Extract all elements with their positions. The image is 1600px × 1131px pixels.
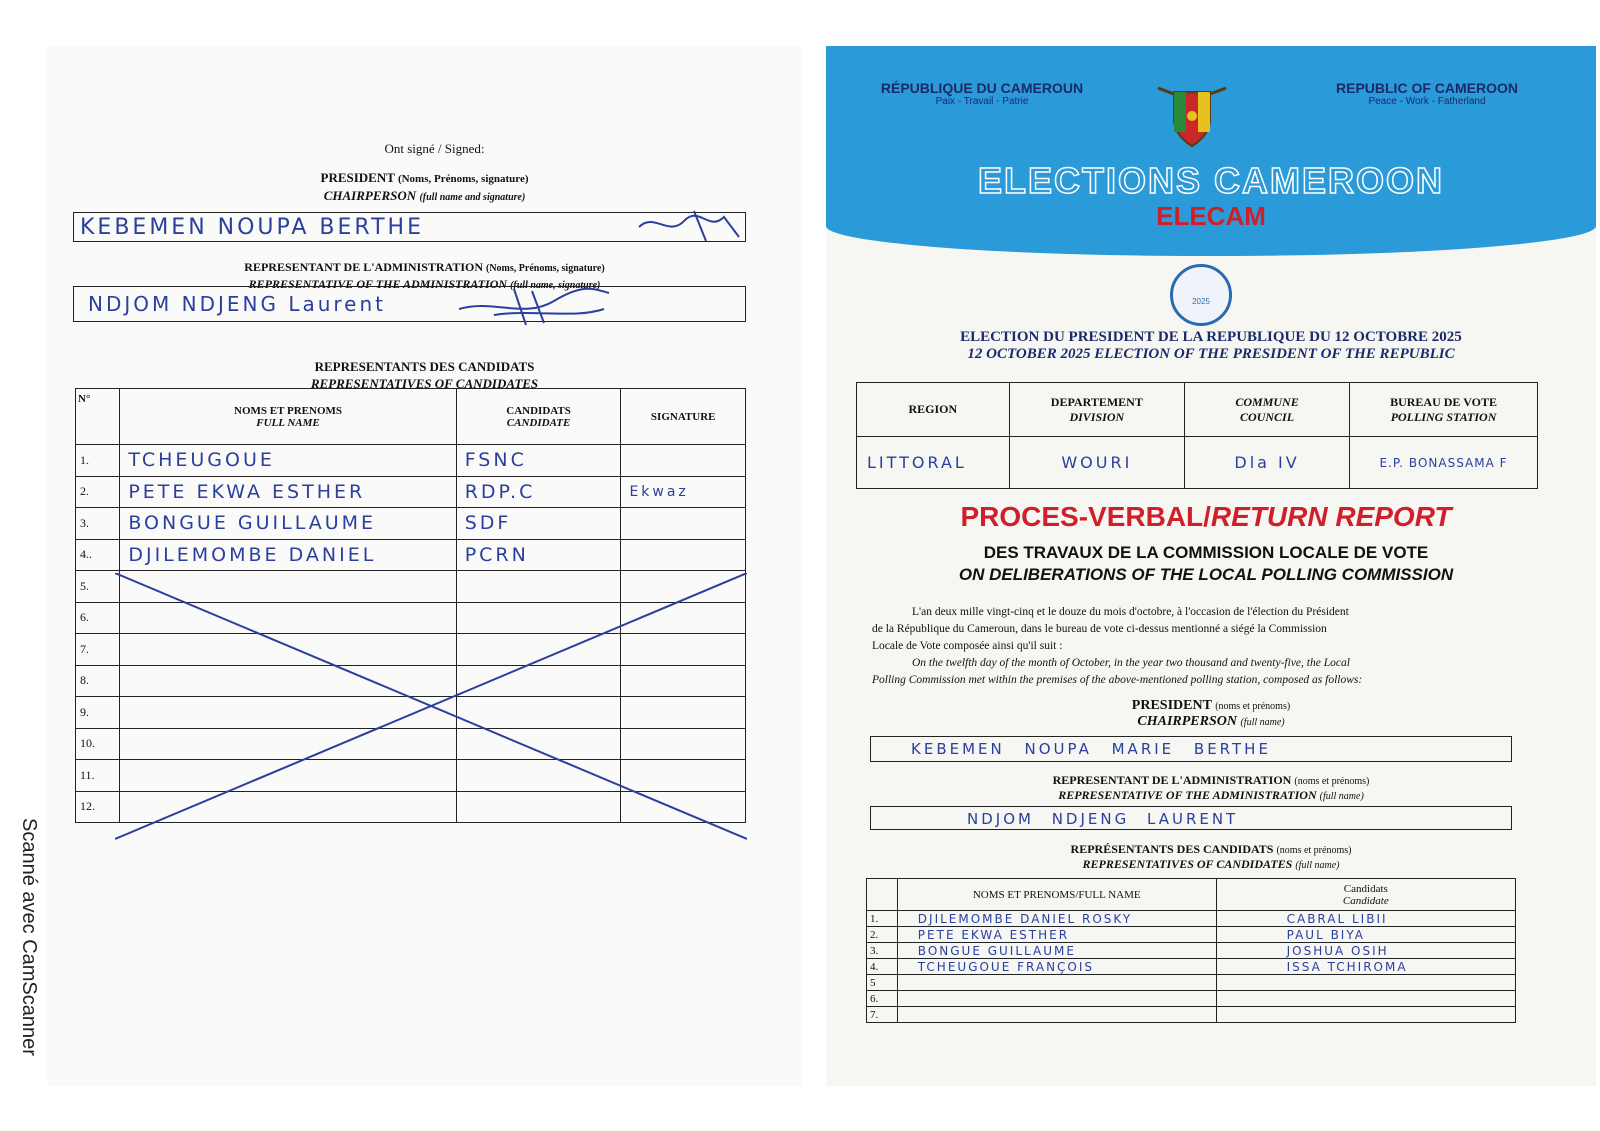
row-signature xyxy=(621,508,746,540)
report-subtitle-en: ON DELIBERATIONS OF THE LOCAL POLLING COMMISSION xyxy=(958,565,1454,584)
table-row xyxy=(867,943,1516,959)
rep-row-candidate: ISSA TCHIROMA xyxy=(1216,959,1515,975)
row-party: RDP.C xyxy=(456,476,621,508)
rep-row-name: BONGUE GUILLAUME xyxy=(897,943,1216,959)
row-name: BONGUE GUILLAUME xyxy=(120,508,456,540)
right-candidates-note-en: (full name) xyxy=(1295,860,1340,871)
loc-head-bureau xyxy=(1350,383,1538,437)
col-no: N° xyxy=(76,389,120,445)
loc-commune: Dla IV xyxy=(1185,437,1350,489)
admin-name: NDJOM NDJENG Laurent xyxy=(88,292,387,316)
seal-year: 2025 xyxy=(1192,297,1210,306)
table-row xyxy=(76,476,746,508)
table-row xyxy=(867,911,1516,927)
banner-title: ELECTIONS CAMEROON xyxy=(977,160,1444,201)
right-candidates-title-en: REPRESENTATIVES OF CANDIDATES xyxy=(1082,857,1293,871)
right-admin-note: (noms et prénoms) xyxy=(1294,776,1370,787)
republic-fr xyxy=(872,80,1092,107)
rep-row-number: 1. xyxy=(867,911,898,927)
loc-head-department xyxy=(1009,383,1184,437)
table-row xyxy=(76,508,746,540)
row-number: 1. xyxy=(76,445,120,477)
scanner-watermark: Scanné avec CamScanner xyxy=(18,818,40,1056)
election-title-fr: ELECTION DU PRESIDENT DE LA REPUBLIQUE DU 12 OCTOBRE 2025 xyxy=(960,329,1462,345)
country-en: REPUBLIC OF CAMEROON xyxy=(1336,80,1518,96)
rep-row-number: 2. xyxy=(867,927,898,943)
right-admin-note-en: (full name) xyxy=(1319,791,1364,802)
row-number: 10. xyxy=(76,728,120,760)
report-title-fr: PROCES-VERBAL/ xyxy=(960,501,1211,532)
row-number: 8. xyxy=(76,665,120,697)
row-number: 7. xyxy=(76,634,120,666)
table-row xyxy=(867,959,1516,975)
right-rep-rows xyxy=(867,911,1516,1023)
row-party: SDF xyxy=(456,508,621,540)
row-number: 2. xyxy=(76,476,120,508)
col-candidate-en: CANDIDATE xyxy=(506,416,571,429)
right-chairperson-note: (full name) xyxy=(1240,717,1285,728)
row-name: PETE EKWA ESTHER xyxy=(120,476,456,508)
table-row xyxy=(76,539,746,571)
loc-head-commune xyxy=(1185,383,1350,437)
row-number: 6. xyxy=(76,602,120,634)
rep-row-candidate: JOSHUA OSIH xyxy=(1216,943,1515,959)
intro-fr-1: L'an deux mille vingt-cinq et le douze du mois d'octobre, à l'occasion de l'élection du Président xyxy=(912,606,1349,618)
row-number: 3. xyxy=(76,508,120,540)
candidates-title: REPRESENTANTS DES CANDIDATS xyxy=(314,359,535,374)
elecam-seal-icon xyxy=(1170,264,1232,326)
loc-bureau: E.P. BONASSAMA F xyxy=(1350,437,1538,489)
right-admin-title-en: REPRESENTATIVE OF THE ADMINISTRATION xyxy=(1058,788,1317,802)
admin-note-en: (full name, signature) xyxy=(510,280,601,291)
admin-signature xyxy=(454,279,614,331)
row-number: 12. xyxy=(76,791,120,823)
right-page xyxy=(826,46,1596,1086)
banner-subtitle: ELECAM xyxy=(1156,201,1266,231)
candidates-title-en: REPRESENTATIVES OF CANDIDATES xyxy=(310,376,539,391)
rep-row-number: 6. xyxy=(867,991,898,1007)
rep-col-candidate-fr: Candidats xyxy=(1343,882,1388,895)
row-signature xyxy=(621,539,746,571)
president-name: KEBEMEN NOUPA BERTHE xyxy=(80,215,424,240)
rep-row-name: PETE EKWA ESTHER xyxy=(897,927,1216,943)
admin-title: REPRESENTANT DE L'ADMINISTRATION xyxy=(244,260,483,274)
intro-en-1: On the twelfth day of the month of October, in the year two thousand and twenty-five, the Local xyxy=(912,657,1350,669)
right-chairperson-title: CHAIRPERSON xyxy=(1137,714,1237,729)
table-row xyxy=(867,1007,1516,1023)
loc-head-bureau-en: POLLING STATION xyxy=(1390,409,1497,424)
admin-note: (Noms, Prénoms, signature) xyxy=(486,263,605,274)
col-name-fr: NOMS ET PRENOMS xyxy=(234,404,343,417)
president-note: (Noms, Prénoms, signature) xyxy=(397,173,529,185)
right-president-box xyxy=(870,736,1512,762)
right-candidates-note: (noms et prénoms) xyxy=(1276,845,1352,856)
row-party: FSNC xyxy=(456,445,621,477)
election-title-en: 12 OCTOBER 2025 ELECTION OF THE PRESIDENT OF THE REPUBLIC xyxy=(967,346,1455,362)
right-admin-heading xyxy=(826,773,1596,803)
right-rep-table xyxy=(866,878,1516,1023)
report-subtitle xyxy=(846,543,1566,585)
chairperson-note: (full name and signature) xyxy=(419,192,526,203)
row-number: 5. xyxy=(76,571,120,603)
rep-row-candidate: CABRAL LIBII xyxy=(1216,911,1515,927)
rep-row-name xyxy=(897,1007,1216,1023)
right-admin-name: NDJOM NDJENG LAURENT xyxy=(967,810,1239,828)
right-candidates-heading xyxy=(826,842,1596,872)
country-fr: RÉPUBLIQUE DU CAMEROUN xyxy=(880,80,1084,96)
president-signature xyxy=(634,207,744,243)
motto-fr: Paix - Travail - Patrie xyxy=(935,96,1029,107)
signed-heading-text: Ont signé / Signed: xyxy=(384,141,485,156)
report-title xyxy=(846,501,1566,533)
right-president-note: (noms et prénoms) xyxy=(1215,701,1291,712)
location-table xyxy=(856,382,1538,489)
chairperson-title: CHAIRPERSON xyxy=(323,188,417,203)
president-title: PRESIDENT xyxy=(320,170,395,185)
loc-head-commune-fr: COMMUNE xyxy=(1235,394,1299,409)
row-number: 4.. xyxy=(76,539,120,571)
intro-en-2: Polling Commission met within the premises of the above-mentioned polling station, composed as follows: xyxy=(872,674,1363,686)
republic-en xyxy=(1322,80,1532,107)
left-page xyxy=(47,46,802,1086)
president-name-box xyxy=(73,212,746,242)
right-admin-title: REPRESENTANT DE L'ADMINISTRATION xyxy=(1052,773,1292,787)
right-president-heading xyxy=(826,698,1596,730)
col-name-en: FULL NAME xyxy=(256,416,320,429)
rep-row-number: 7. xyxy=(867,1007,898,1023)
election-title xyxy=(826,329,1596,363)
col-signature: SIGNATURE xyxy=(621,389,746,445)
admin-name-box xyxy=(73,286,746,322)
loc-head-bureau-fr: BUREAU DE VOTE xyxy=(1390,394,1497,409)
col-name xyxy=(120,389,456,445)
loc-region: LITTORAL xyxy=(857,437,1010,489)
right-admin-box xyxy=(870,806,1512,830)
loc-head-department-en: DIVISION xyxy=(1069,409,1125,424)
intro-fr-3: Locale de Vote composée ainsi qu'il suit : xyxy=(872,640,1063,652)
rep-col-candidate xyxy=(1216,879,1515,911)
rep-row-name: TCHEUGOUE FRANÇOIS xyxy=(897,959,1216,975)
table-row xyxy=(867,991,1516,1007)
intro-fr-2: de la République du Cameroun, dans le bureau de vote ci-dessus mentionné a siégé la Commission xyxy=(872,623,1327,635)
loc-head-department-fr: DEPARTEMENT xyxy=(1050,394,1143,409)
rep-row-number: 4. xyxy=(867,959,898,975)
report-title-en: RETURN REPORT xyxy=(1210,501,1452,532)
row-name: DJILEMOMBE DANIEL xyxy=(120,539,456,571)
rep-row-name: DJILEMOMBE DANIEL ROSKY xyxy=(897,911,1216,927)
right-president-name: KEBEMEN NOUPA MARIE BERTHE xyxy=(911,740,1271,758)
table-row xyxy=(867,975,1516,991)
row-party: PCRN xyxy=(456,539,621,571)
row-name: TCHEUGOUE xyxy=(120,445,456,477)
loc-head-commune-en: COUNCIL xyxy=(1240,409,1295,424)
right-president-title: PRESIDENT xyxy=(1131,698,1212,713)
row-signature xyxy=(621,445,746,477)
table-row xyxy=(76,445,746,477)
right-candidates-title: REPRÉSENTANTS DES CANDIDATS xyxy=(1070,842,1274,856)
admin-title-en: REPRESENTATIVE OF THE ADMINISTRATION xyxy=(248,277,508,291)
rep-row-candidate xyxy=(1216,975,1515,991)
col-candidate xyxy=(456,389,621,445)
row-number: 9. xyxy=(76,697,120,729)
report-subtitle-fr: DES TRAVAUX DE LA COMMISSION LOCALE DE VOTE xyxy=(983,543,1429,562)
rep-row-name xyxy=(897,975,1216,991)
president-heading xyxy=(47,170,802,204)
motto-en: Peace - Work - Fatherland xyxy=(1368,96,1486,107)
rep-row-candidate xyxy=(1216,1007,1515,1023)
rep-row-number: 3. xyxy=(867,943,898,959)
rep-row-candidate xyxy=(1216,991,1515,1007)
row-signature: Ekwaz xyxy=(621,476,746,508)
rep-row-candidate: PAUL BIYA xyxy=(1216,927,1515,943)
col-candidate-fr: CANDIDATS xyxy=(506,404,571,417)
loc-department: WOURI xyxy=(1009,437,1184,489)
table-row xyxy=(867,927,1516,943)
rep-col-no xyxy=(867,879,898,911)
row-number: 11. xyxy=(76,760,120,792)
loc-head-region: REGION xyxy=(857,383,1010,437)
rep-row-name xyxy=(897,991,1216,1007)
signed-heading xyxy=(47,141,802,157)
rep-col-candidate-en: Candidate xyxy=(1342,894,1389,907)
intro-paragraph xyxy=(872,604,1542,689)
rep-col-name: NOMS ET PRENOMS/FULL NAME xyxy=(897,879,1216,911)
coat-of-arms-icon xyxy=(1152,80,1232,150)
rep-row-number: 5 xyxy=(867,975,898,991)
cross-out-lines xyxy=(115,573,747,843)
